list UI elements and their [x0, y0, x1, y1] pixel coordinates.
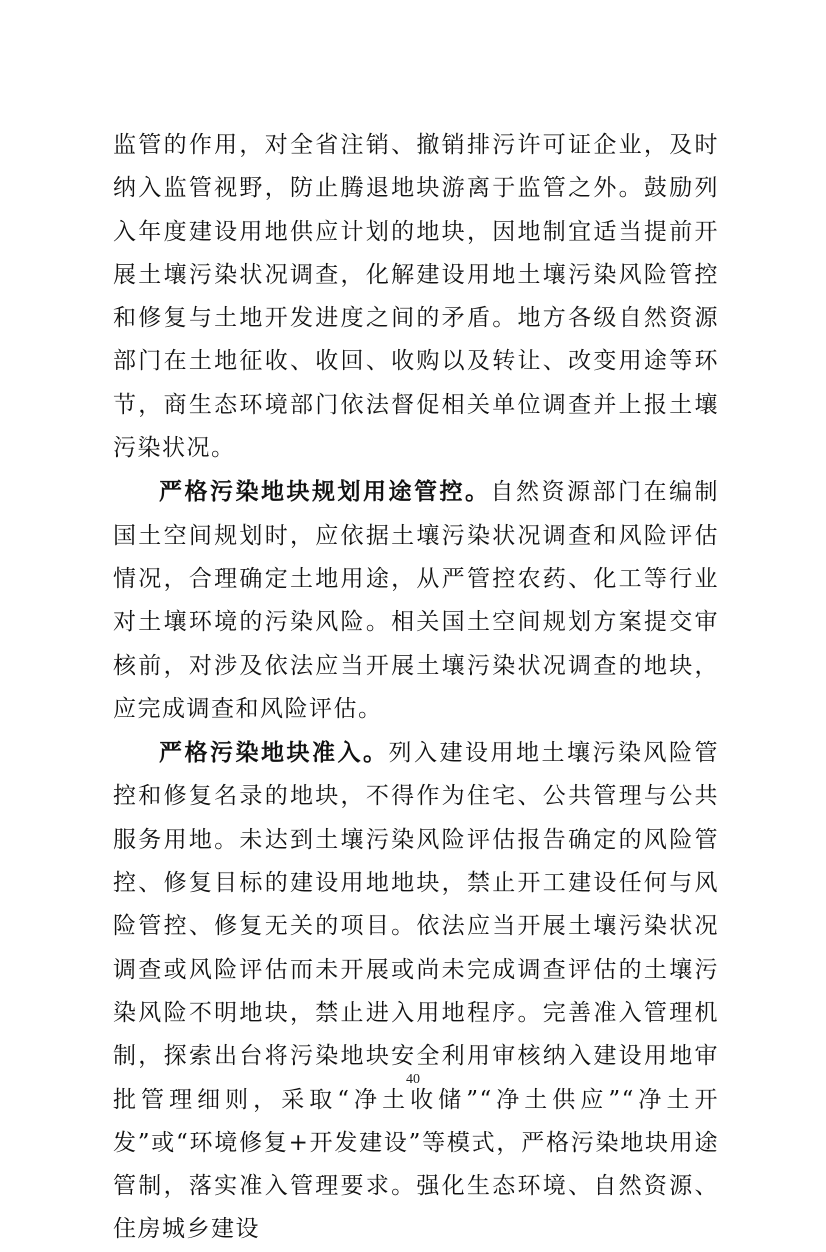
paragraph-3-text: 列入建设用地土壤污染风险管控和修复名录的地块，不得作为住宅、公共管理与公共服务用地。未达到土壤污染风险评估报告确定的风险管控、修复目标的建设用地地块，禁止开工建设任何与风险管控、修复无关的项目。依法应当开展土壤污染状况调查或风险评估而未开展或尚未完成调查评估的土壤污染风险不明地块，禁止进入用地程序。完善准入管理机制，探索出台将污染地块安全利用审核纳入建设用地审批管理细则，采取“净土收储”“净土供应”“净土开发”或“环境修复+开发建设”等模式，严格污染地块用途管制，落实准入管理要求。强化生态环境、自然资源、住房城乡建设	[113, 740, 719, 1243]
paragraph-2-heading: 严格污染地块规划用途管控。	[159, 478, 491, 506]
paragraph-1	[113, 124, 719, 470]
page-number: 40	[406, 1072, 420, 1087]
paragraph-3	[113, 731, 719, 1252]
paragraph-3-heading: 严格污染地块准入。	[159, 739, 389, 767]
paragraph-2	[113, 470, 719, 731]
paragraph-2-text: 自然资源部门在编制国土空间规划时，应依据土壤污染状况调查和风险评估情况，合理确定土地用途，从严管控农药、化工等行业对土壤环境的污染风险。相关国土空间规划方案提交审核前，对涉及依法应当开展土壤污染状况调查的地块，应完成调查和风险评估。	[113, 479, 719, 722]
paragraph-1-text: 监管的作用，对全省注销、撤销排污许可证企业，及时纳入监管视野，防止腾退地块游离于监管之外。鼓励列入年度建设用地供应计划的地块，因地制宜适当提前开展土壤污染状况调查，化解建设用地土壤污染风险管控和修复与土地开发进度之间的矛盾。地方各级自然资源部门在土地征收、收回、收购以及转让、改变用途等环节，商生态环境部门依法督促相关单位调查并上报土壤污染状况。	[113, 132, 719, 462]
